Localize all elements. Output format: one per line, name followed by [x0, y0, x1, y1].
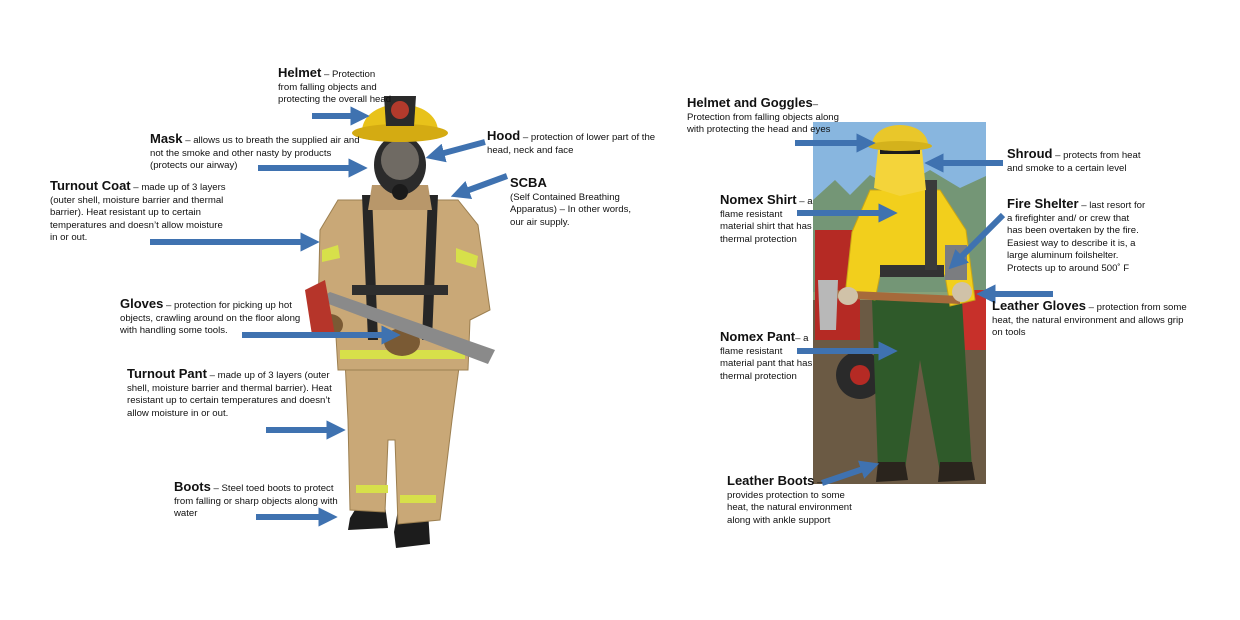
- label-helmet: Helmet – Protection from falling objects and protecting the overall head: [278, 65, 392, 106]
- label-nomex-pant: Nomex Pant– a flame resistant material pant that has thermal protection: [720, 329, 813, 382]
- arrow-hood: [433, 142, 485, 156]
- label-leather-gloves: Leather Gloves – protection from some heat, the natural environment and allows grip on tools: [992, 298, 1187, 339]
- label-fire-shelter: Fire Shelter – last resort for a firefighter and/ or crew that has been overtaken by the fire. Easiest way to describe it is, a large aluminum foilshelter. Protects up to around 500˚ F: [1007, 196, 1146, 274]
- label-shroud: Shroud – protects from heat and smoke to a certain level: [1007, 146, 1141, 174]
- label-gloves: Gloves – protection for picking up hot objects, crawling around on the floor along with handling some tools.: [120, 296, 301, 337]
- label-hood: Hood – protection of lower part of the head, neck and face: [487, 128, 656, 156]
- label-boots: Boots – Steel toed boots to protect from falling or sharp objects along with water: [174, 479, 338, 520]
- label-turnout-coat: Turnout Coat – made up of 3 layers (outer shell, moisture barrier and thermal barrier). Heat resistant up to certain temperatures and doesn’t allow moisture in or out.: [50, 178, 226, 244]
- wildland-firefighter-figure: [813, 122, 986, 484]
- arrow-scba: [458, 176, 507, 194]
- label-scba: SCBA (Self Contained Breathing Apparatus) – In other words, our air supply.: [510, 175, 632, 228]
- label-leather-boots: Leather Boots – provides protection to some heat, the natural environment along with ankle support: [727, 473, 852, 526]
- label-helmet-goggles: Helmet and Goggles– Protection from falling objects along with protecting the head and eyes: [687, 95, 839, 136]
- label-nomex-shirt: Nomex Shirt – a flame resistant material shirt that has thermal protection: [720, 192, 813, 245]
- label-turnout-pant: Turnout Pant – made up of 3 layers (outer shell, moisture barrier and thermal barrier). Heat resistant up to certain temperatures and doesn’t allow moisture in or out.: [127, 366, 332, 419]
- label-mask: Mask – allows us to breath the supplied air and not the smoke and other nasty by products (protects our airway): [150, 131, 360, 172]
